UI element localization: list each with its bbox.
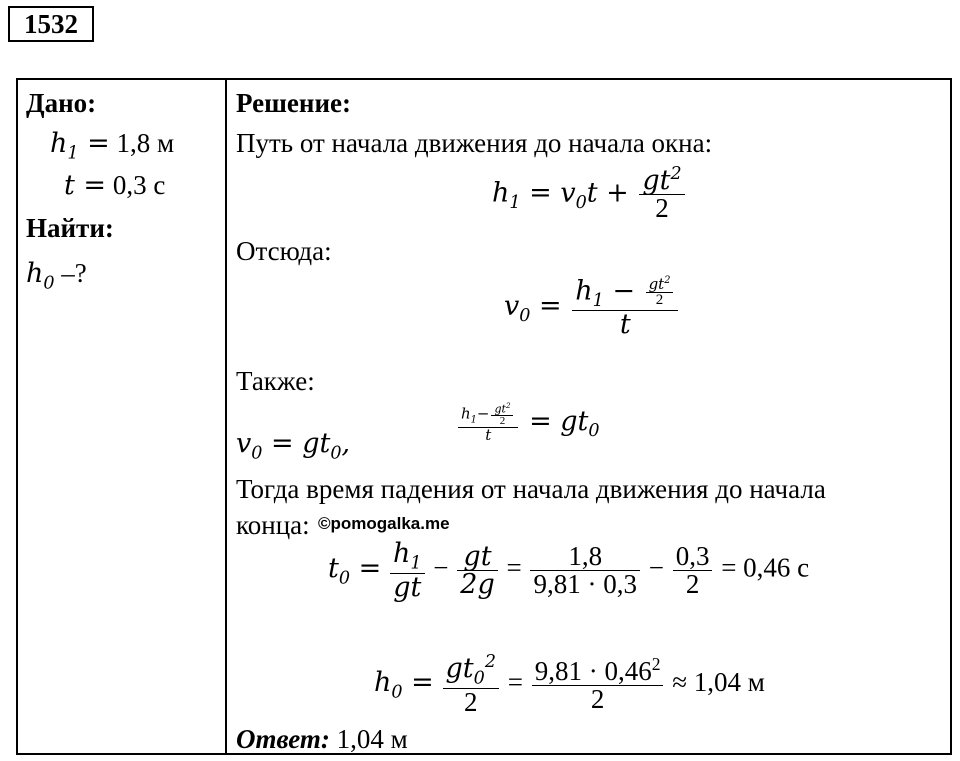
h0-den: 2 <box>590 684 605 715</box>
t0-num2: 0,3 <box>673 543 713 571</box>
solution-line1: Путь от начала движения до начала окна: <box>236 128 713 158</box>
h0-result: ≈ 1,04 м <box>672 667 765 698</box>
answer <box>236 726 408 753</box>
h0-exp: 2 <box>651 654 661 675</box>
problem-number: 1532 <box>8 6 94 42</box>
given-h1: $h_1 = 1,8$ м <box>50 128 175 164</box>
find-h0: $h_0$ –? <box>26 258 87 294</box>
given-header: Дано: <box>26 88 97 118</box>
answer-value: 1,04 м <box>336 724 408 754</box>
formula-t0: $t_0$ = $\frac{h_1}{gt}$ − $\frac{gt}{2g}$ = $\frac{1,8}{9,81 \cdot 0,3}$ − $\frac{0,3}{2}$ = 0,46 с <box>328 538 810 603</box>
t0-num1: 1,8 <box>530 543 640 571</box>
solution-table <box>16 78 952 755</box>
formula-equation: $h_1-$ $\frac{gt^2}{2}$ t = $gt_0$ <box>456 402 600 443</box>
solution-header: Решение: <box>236 88 351 118</box>
answer-label: Ответ: <box>236 724 330 754</box>
solution-line2: Отсюда: <box>236 236 332 266</box>
find-text: –? <box>61 258 87 288</box>
formula-v0: $v_0$ = $h_1$ − $\frac{gt^2}{2}$ t <box>504 276 680 338</box>
t0-den1: 9,81 · 0,3 <box>533 568 637 599</box>
solution-line4: Тогда время падения от начала движения до начала <box>236 474 826 504</box>
solution-line5: конца: <box>236 510 310 540</box>
h0-num: 9,81 · 0,46 <box>534 656 652 687</box>
t0-den2: 2 <box>685 568 700 599</box>
formula-v0-gt0: $v_0 = gt_0$, <box>236 428 351 464</box>
find-header: Найти: <box>26 213 114 243</box>
given-t: t = 0,3 с <box>64 170 166 201</box>
solution-line3: Также: <box>236 366 315 396</box>
t0-result: = 0,46 с <box>721 552 810 583</box>
column-divider <box>225 80 227 753</box>
formula-h0: $h_0$ = $\frac{gt_0^2}{2}$ = $\frac{9,81 \cdot 0,46^2}{2}$ ≈ 1,04 м <box>374 652 765 717</box>
watermark: ©pomogalka.me <box>318 514 450 533</box>
given-h1-value: 1,8 м <box>116 128 175 158</box>
formula-h1: $h_1 = v_0t$ + $\frac{gt^2}{2}$ <box>492 166 687 222</box>
given-t-value: 0,3 с <box>112 170 166 200</box>
